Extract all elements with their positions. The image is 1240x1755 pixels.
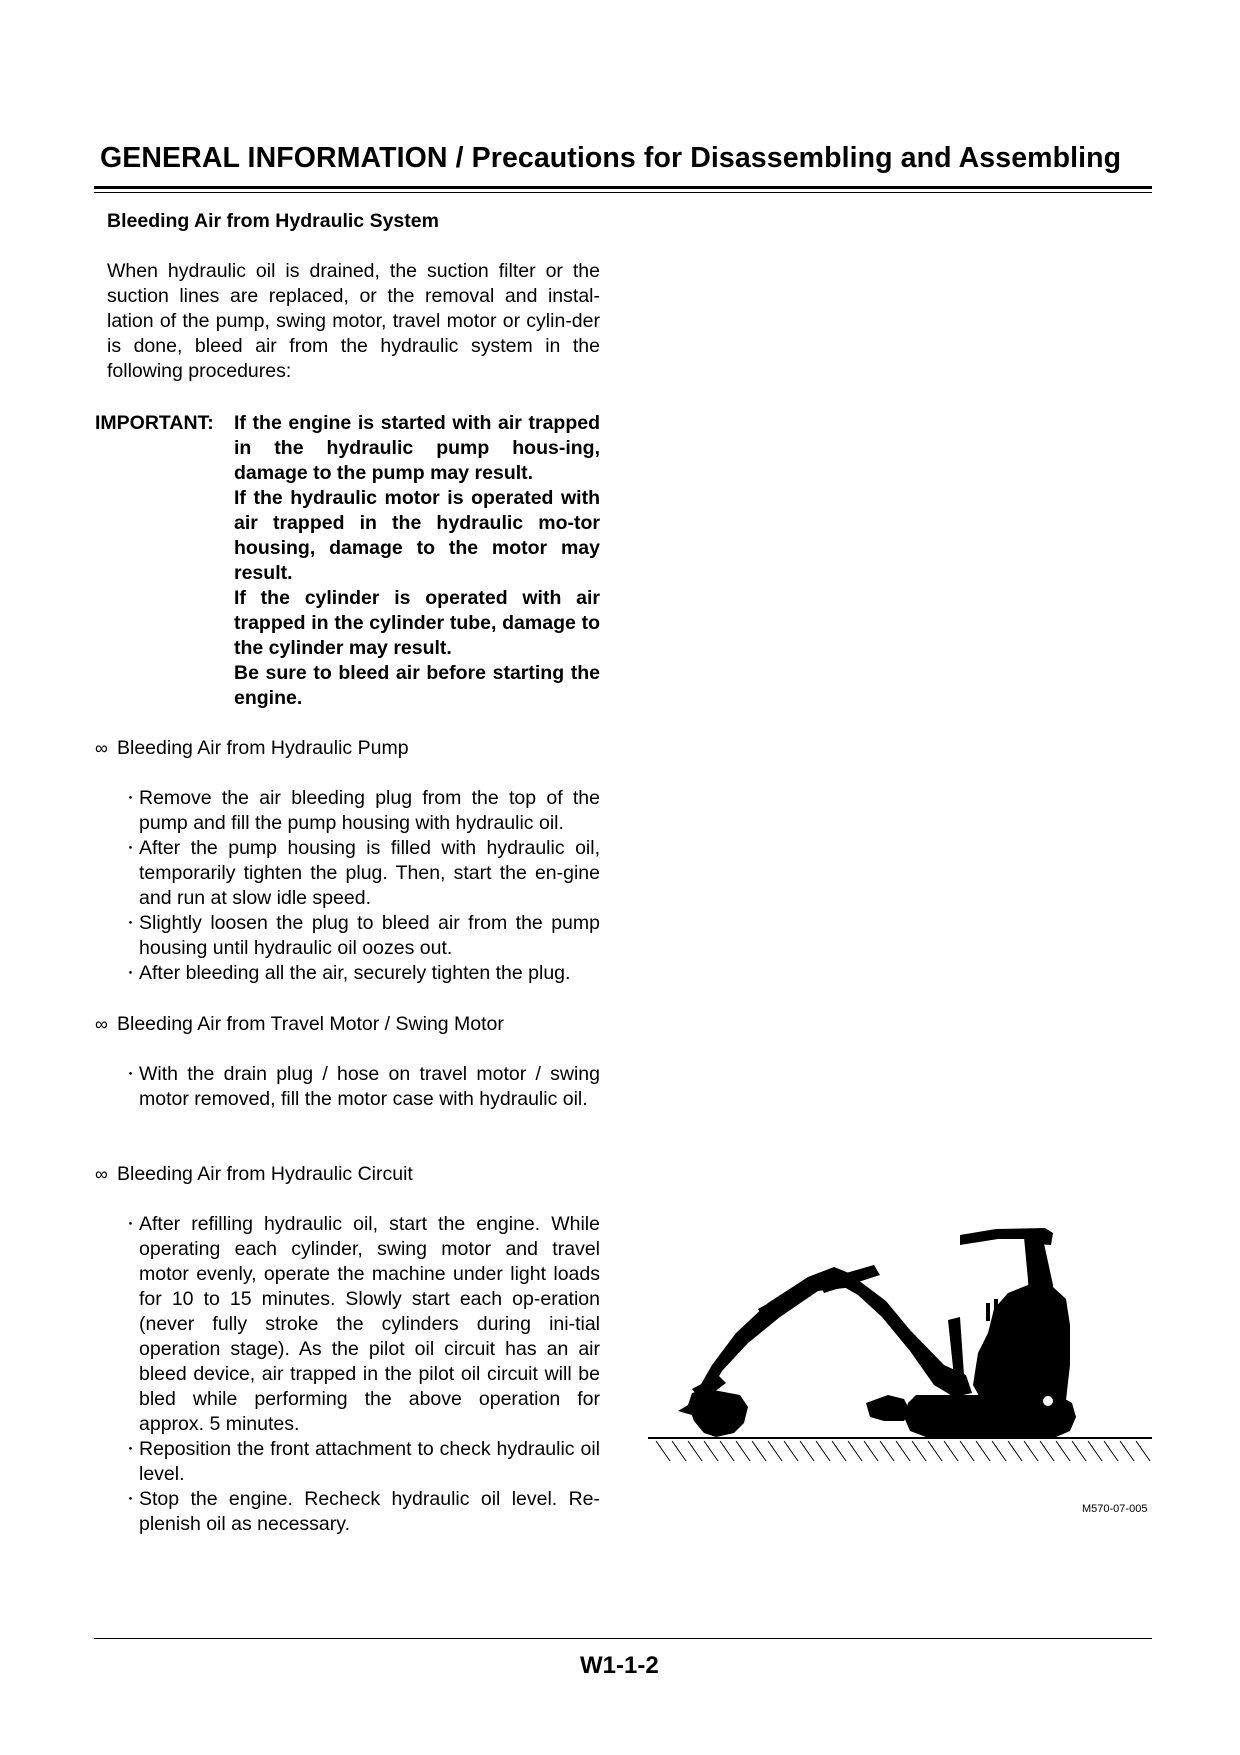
important-paragraph: If the engine is started with air trapped in the hydraulic pump hous-ing, damage to the pump may result. xyxy=(234,412,600,484)
list-item xyxy=(120,836,600,911)
bullet-icon: ・ xyxy=(123,1216,139,1233)
subsection-heading-motor xyxy=(95,1012,504,1037)
bullet-list-pump xyxy=(120,786,600,986)
infinity-mark-icon: ∞ xyxy=(95,1164,108,1184)
bullet-icon: ・ xyxy=(123,965,139,982)
footer-rule xyxy=(94,1638,1152,1639)
subsection-title: Bleeding Air from Travel Motor / Swing Motor xyxy=(117,1013,504,1035)
important-paragraph: If the hydraulic motor is operated with air trapped in the hydraulic mo-tor housing, damage to the motor may result. xyxy=(234,487,600,584)
list-item xyxy=(120,911,600,961)
list-item-text: After refilling hydraulic oil, start the engine. While operating each cylinder, swing motor and travel motor evenly, operate the machine under light loads for 10 to 15 minutes. Slowly start each op-eration (never fully stroke the cylinders during ini-tial operation stage). As the pilot oil circuit has an air bleed device, air trapped in the pilot oil circuit will be bled while performing the above operation for approx. 5 minutes. xyxy=(139,1213,600,1435)
bullet-icon: ・ xyxy=(123,915,139,932)
header-rule-thick xyxy=(94,186,1152,189)
bullet-list-motor xyxy=(120,1062,600,1112)
important-label: IMPORTANT: xyxy=(95,412,214,434)
bullet-icon: ・ xyxy=(123,1066,139,1083)
list-item-text: After the pump housing is filled with hydraulic oil, temporarily tighten the plug. Then, start the en-gine and run at slow idle speed. xyxy=(139,837,600,909)
bullet-list-circuit xyxy=(120,1212,600,1537)
list-item-text: With the drain plug / hose on travel motor / swing motor removed, fill the motor case with hydraulic oil. xyxy=(139,1063,600,1110)
subsection-heading-pump xyxy=(95,736,409,761)
list-item-text: Stop the engine. Recheck hydraulic oil level. Re-plenish oil as necessary. xyxy=(139,1488,600,1535)
list-item-text: Slightly loosen the plug to bleed air from the pump housing until hydraulic oil oozes out. xyxy=(139,912,600,959)
page-number: W1-1-2 xyxy=(580,1652,659,1679)
infinity-mark-icon: ∞ xyxy=(95,738,108,758)
bullet-icon: ・ xyxy=(123,1491,139,1508)
bullet-icon: ・ xyxy=(123,1441,139,1458)
important-paragraph: If the cylinder is operated with air trapped in the cylinder tube, damage to the cylinder may result. xyxy=(234,587,600,659)
list-item xyxy=(120,1212,600,1437)
subsection-heading-circuit xyxy=(95,1162,413,1187)
list-item-text: Remove the air bleeding plug from the top of the pump and fill the pump housing with hydraulic oil. xyxy=(139,787,600,834)
list-item xyxy=(120,1062,600,1112)
bullet-icon: ・ xyxy=(123,840,139,857)
important-paragraph: Be sure to bleed air before starting the engine. xyxy=(234,662,600,709)
list-item-text: After bleeding all the air, securely tighten the plug. xyxy=(139,962,571,984)
figure-caption: M570-07-005 xyxy=(1082,1503,1148,1515)
figure xyxy=(648,1225,1152,1495)
excavator-silhouette-icon xyxy=(648,1225,1152,1495)
page-title: GENERAL INFORMATION / Precautions for Disassembling and Assembling xyxy=(100,142,1122,174)
subsection-title: Bleeding Air from Hydraulic Pump xyxy=(117,737,409,759)
list-item xyxy=(120,961,600,986)
list-item xyxy=(120,1437,600,1487)
intro-paragraph: When hydraulic oil is drained, the suction filter or the suction lines are replaced, or the removal and instal-lation of the pump, swing motor, travel motor or cylin-der is done, bleed air from the hydraulic system in the following procedures: xyxy=(107,260,600,382)
subsection-title: Bleeding Air from Hydraulic Circuit xyxy=(117,1163,413,1185)
list-item xyxy=(120,1487,600,1537)
section-heading: Bleeding Air from Hydraulic System xyxy=(107,210,439,232)
header-rule-thin xyxy=(94,192,1152,193)
important-notice xyxy=(234,411,600,711)
infinity-mark-icon: ∞ xyxy=(95,1014,108,1034)
list-item xyxy=(120,786,600,836)
bullet-icon: ・ xyxy=(123,790,139,807)
list-item-text: Reposition the front attachment to check hydraulic oil level. xyxy=(139,1438,600,1485)
